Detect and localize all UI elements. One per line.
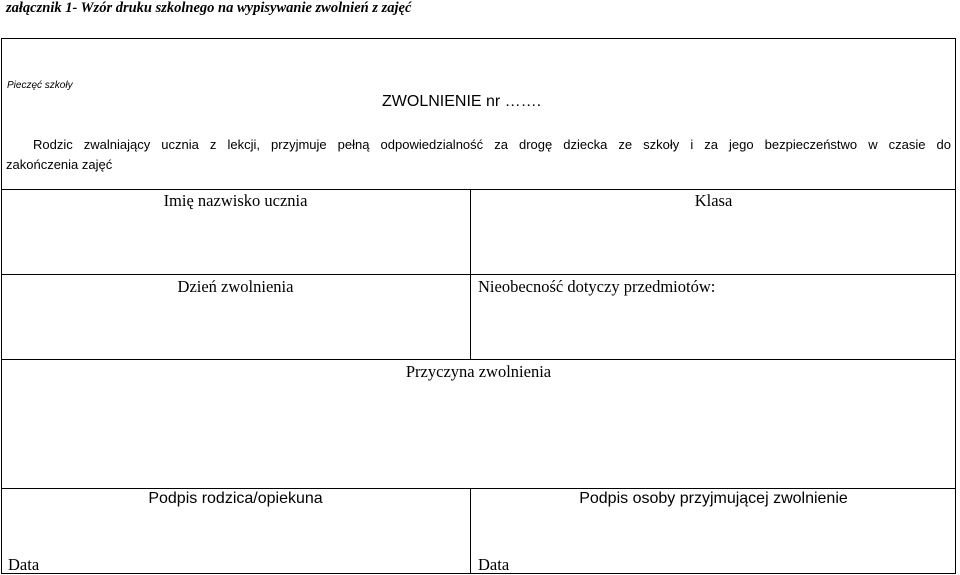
subjects-field[interactable]: Nieobecność dotyczy przedmiotów: xyxy=(478,277,716,296)
date-right-field[interactable]: Data xyxy=(478,555,510,574)
attachment-caption: załącznik 1- Wzór druku szkolnego na wypisywanie zwolnień z zajęć xyxy=(6,0,412,16)
school-stamp-label: Pieczęć szkoły xyxy=(7,80,73,91)
form-title: ZWOLNIENIE nr ……. xyxy=(382,93,542,110)
reason-field[interactable]: Przyczyna zwolnienia xyxy=(405,362,552,381)
form-divider-row-3 xyxy=(1,359,956,360)
student-name-field[interactable]: Imię nazwisko ucznia xyxy=(163,191,308,210)
form-divider-top xyxy=(1,189,956,190)
parent-signature-field[interactable]: Podpis rodzica/opiekuna xyxy=(148,490,323,507)
form-divider-row-2 xyxy=(1,274,956,275)
parent-statement-line-1: Rodzic zwalniający ucznia z lekcji, przyjmuje pełną odpowiedzialność za drogę dziecka ze szkoły i za jego bezpieczeństwo w czasie do xyxy=(33,137,951,152)
form-divider-row-4 xyxy=(1,488,956,489)
form-divider-vertical-upper xyxy=(470,189,471,359)
class-field[interactable]: Klasa xyxy=(694,191,733,210)
date-left-field[interactable]: Data xyxy=(8,555,40,574)
release-day-field[interactable]: Dzień zwolnienia xyxy=(177,277,294,296)
receiver-signature-field[interactable]: Podpis osoby przyjmującej zwolnienie xyxy=(579,490,848,507)
parent-statement-line-2: zakończenia zajęć xyxy=(6,157,113,172)
